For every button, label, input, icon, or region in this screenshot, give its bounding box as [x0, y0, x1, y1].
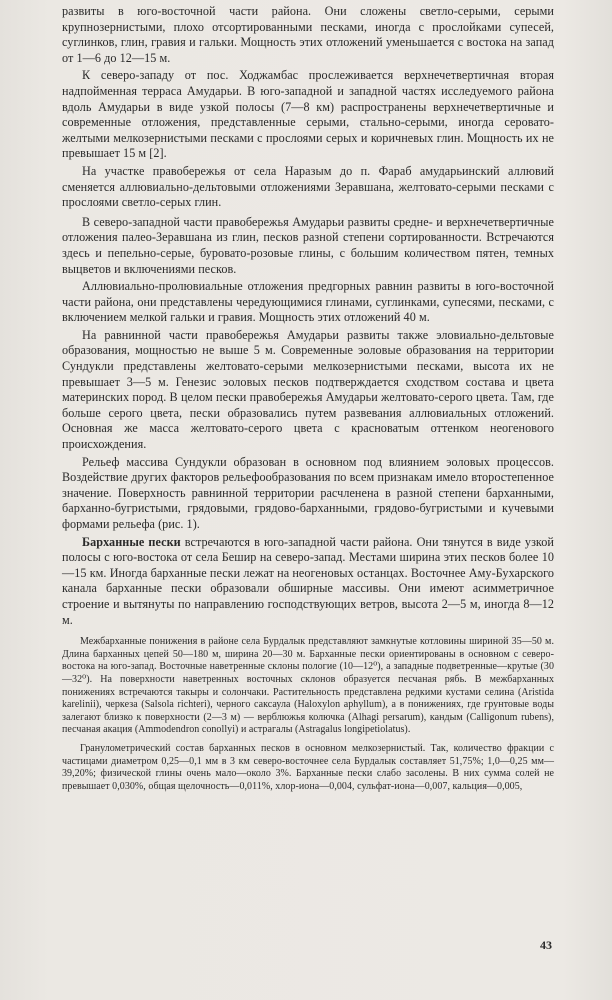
small-paragraph-1: Межбарханные понижения в районе села Бурдалык представляют замкнутые котловины шириной 35—50 м. Длина барханных цепей 50—180 м, ширина 20—30 м. Барханные пески ориентированы в основном с северо-востока на юго-запад. Восточные наветренные склоны пологие (10—12⁰), а западные подветренные—крутые (30—32⁰). На поверхности наветренных восточных склонов образуется песчаная рябь. В межбарханных понижениях встречаются такыры и солончаки. Растительность представлена редкими кустами селина (Aristida karelinii), черкеза (Salsola richteri), черного саксаула (Haloxylon aphyllum), а в понижениях, где грунтовые воды залегают близко к поверхности (2—3 м) — верблюжья колючка (Alhagi persarum), кандым (Calligonum rubens), песчаная акация (Ammodendron conollyi) и астрагалы (Astragalus longipetiolatus). [62, 636, 554, 736]
small-print-notes [62, 636, 554, 793]
paragraph-3: На участке правобережья от села Наразым до п. Фараб амударьинский аллювий сменяется аллювиально-дельтовыми отложениями Зеравшана, желтовато-серыми песками с прослоями светло-серых глин. [62, 163, 554, 210]
paragraph-2: К северо-западу от пос. Ходжамбас прослеживается верхнечетвертичная вторая надпойменная терраса Амударьи. В юго-западной и западной частях исследуемого района вдоль Амударьи в виде узкой полосы (7—8 км) распространены верхнечетвертичные и современные отложения, представленные серыми, стально-серыми, иногда серовато-желтыми мелкозернистыми песками с прослоями серых и коричневых глин. Мощность их не превышает 15 м [2]. [62, 68, 554, 161]
barkhan-heading: Барханные пески [82, 534, 181, 549]
page-number: 43 [540, 938, 552, 952]
paragraph-1: развиты в юго-восточной части района. Они сложены светло-серыми, серыми крупнозернистыми, плохо отсортированными песками, иногда с прослойками супесей, суглинков, глин, гравия и гальки. Мощность этих отложений уменьшается с востока на запад от 1—6 до 12—15 м. [62, 4, 554, 65]
paragraph-6: На равнинной части правобережья Амударьи развиты также эловиально-дельтовые образования, мощностью не выше 5 м. Современные эоловые образования на территории Сундукли представлены желтовато-серыми мелкозернистыми песками, высота их не превышает 3—5 м. Генезис эоловых песков подтверждается сходством состава и цвета материнских пород. В целом пески правобережья Амударьи желтовато-серого цвета. Там, где больше серого цвета, пески образовались путем развевания аллювиальных отложений. Основная же масса желтовато-серого цвета с красноватым оттенком неогенового происхождения. [62, 327, 554, 452]
paragraph-4: В северо-западной части правобережья Амударьи развиты средне- и верхнечетвертичные отложения палео-Зеравшана из глин, песков разной степени сортированности. Встречаются здесь и пепельно-серые, буровато-розовые глины, с большим количеством пятен, темных выцветов и включениями песков. [62, 214, 554, 276]
barkhan-text: встречаются в юго-западной части района. Они тянутся в виде узкой полосы с юго-востока от села Бешир на северо-запад. Местами ширина этих песков более 10—15 км. Иногда барханные пески лежат на неогеновых останцах. Восточнее Аму-Бухарского канала барханные пески образовали обширные массивы. Они имеют асимметричное строение и вытянуты по направлению господствующих ветров, высота 2—5 м, иногда 8—12 м. [62, 534, 554, 627]
paragraph-barkhan [62, 535, 554, 629]
paragraph-5: Аллювиально-пролювиальные отложения предгорных равнин развиты в юго-восточной части района, они представлены чередующимися глинами, суглинками, супесями, песками, с включением мелкой гальки и гравия. Мощность этих отложений 40 м. [62, 279, 554, 325]
main-text [62, 4, 554, 795]
small-paragraph-2: Гранулометрический состав барханных песков в основном мелкозернистый. Так, количество фракции с частицами диаметром 0,25—0,1 мм в 3 км северо-восточнее села Бурдалык составляет 51,75%; 1,0—0,25 мм—39,20%; физической глины очень мало—около 3%. Барханные пески слабо засолены. В них сумма солей не превышает 0,030%, общая щелочность—0,011%, хлор-иона—0,004, сульфат-иона—0,007, кальция—0,005, [62, 742, 554, 792]
paragraph-7: Рельеф массива Сундукли образован в основном под влиянием эоловых процессов. Воздействие других факторов рельефообразования по всем признакам имело второстепенное значение. Поверхность равнинной территории расчленена в разной степени барханными, барханно-бугристыми, грядовыми, грядово-барханными, грядово-бугристыми и кучевыми формами рельефа (рис. 1). [62, 454, 554, 531]
